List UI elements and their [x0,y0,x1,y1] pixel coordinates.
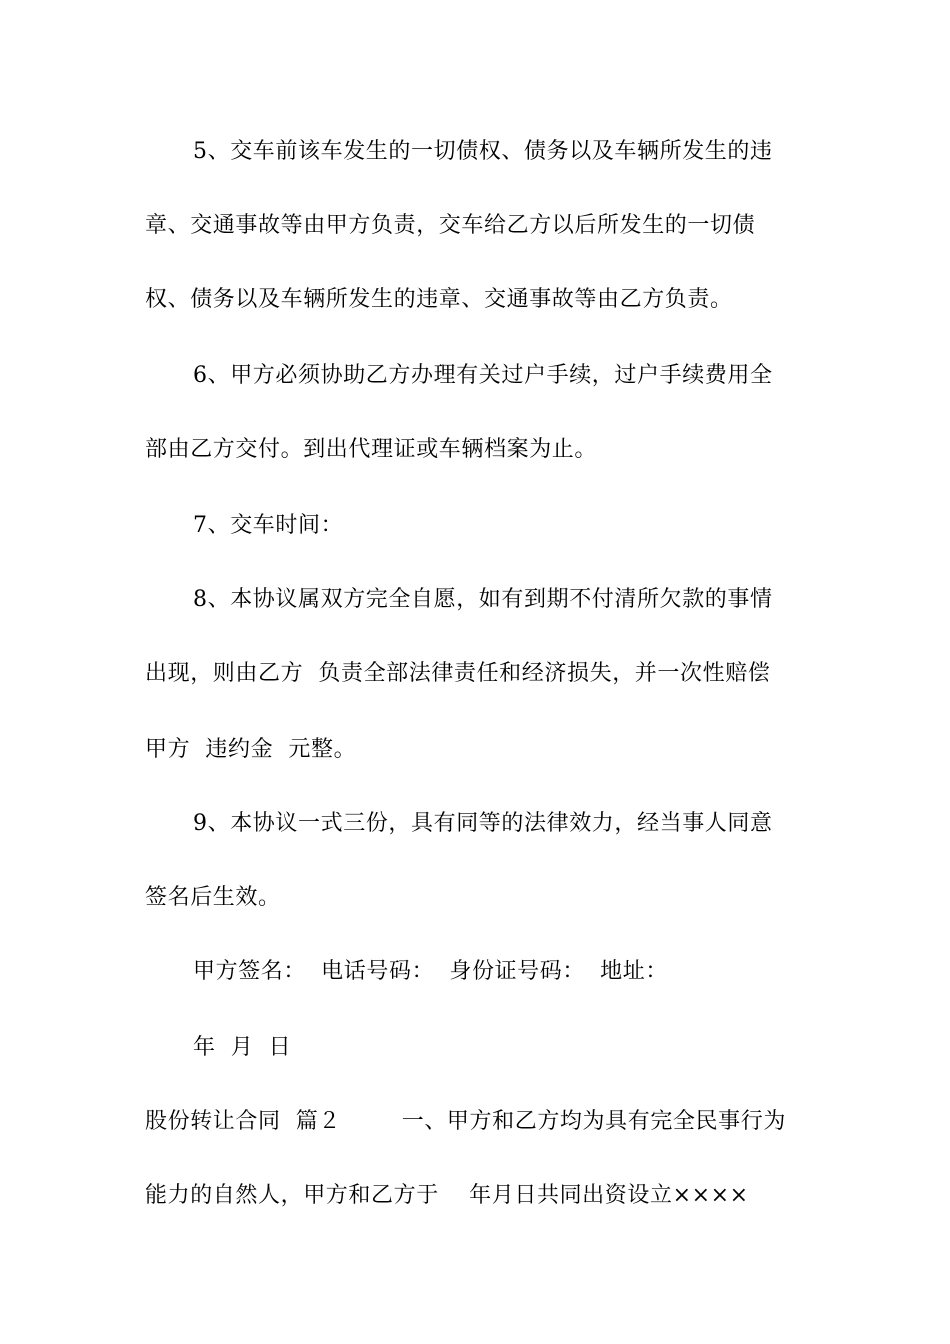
paragraph-9-line-1: 9、本协议一式三份，具有同等的法律效力，经当事人同意 [193,811,773,836]
paragraph-9-line-2: 签名后生效。 [145,885,281,910]
paragraph-5-line-2: 章、交通事故等由甲方负责，交车给乙方以后所发生的一切债 [145,213,756,238]
paragraph-5-line-3: 权、债务以及车辆所发生的违章、交通事故等由乙方负责。 [145,287,733,312]
paragraph-8-line-1: 8、本协议属双方完全自愿，如有到期不付清所欠款的事情 [193,587,773,612]
paragraph-8-line-3: 甲方 违约金 元整。 [145,737,357,762]
paragraph-5-line-1: 5、交车前该车发生的一切债权、债务以及车辆所发生的违 [193,139,773,164]
paragraph-7: 7、交车时间： [193,513,344,538]
paragraph-8-line-2: 出现，则由乙方 负责全部法律责任和经济损失，并一次性赔偿 [145,661,771,686]
paragraph-6-line-1: 6、甲方必须协助乙方办理有关过户手续，过户手续费用全 [193,363,773,388]
date-line: 年 月 日 [193,1035,292,1060]
paragraph-6-line-2: 部由乙方交付。到出代理证或车辆档案为止。 [145,437,598,462]
contract-2-heading-line: 股份转让合同 篇２ 一、甲方和乙方均为具有完全民事行为 [145,1109,786,1134]
signature-fields: 甲方签名： 电话号码： 身份证号码： 地址： [193,959,668,984]
contract-2-line-2: 能力的自然人，甲方和乙方于 年月日共同出资设立×××× [145,1183,749,1208]
